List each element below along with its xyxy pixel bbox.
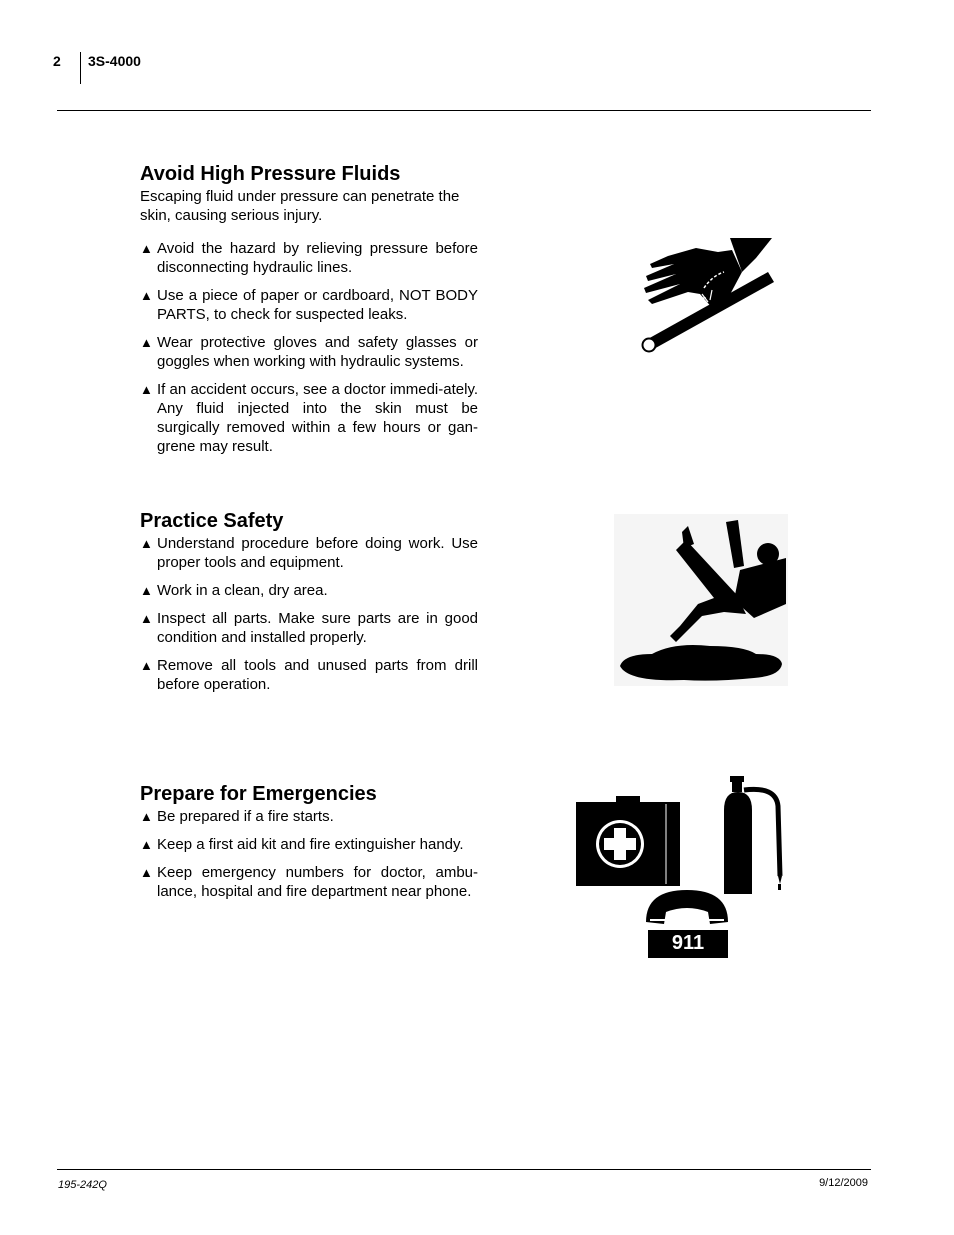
bullet-icon: ▲	[140, 583, 153, 598]
model-name: 3S-4000	[88, 53, 141, 69]
bullet-list	[140, 534, 478, 694]
list-item: ▲ If an accident occurs, see a doctor immedi-ately. Any fluid injected into the skin must be surgically removed within a few hours or gan-grene may result.	[140, 381, 478, 455]
header-rule	[57, 110, 871, 111]
section-title: Prepare for Emergencies	[140, 783, 377, 805]
bullet-icon: ▲	[140, 382, 153, 397]
section-prepare-emergencies	[140, 781, 478, 910]
list-item: ▲ Wear protective gloves and safety glasses or goggles when working with hydraulic systems.	[140, 334, 478, 370]
document-code: 195-242Q	[58, 1179, 107, 1191]
list-item: ▲ Inspect all parts. Make sure parts are in good condition and installed properly.	[140, 610, 478, 646]
footer-rule	[57, 1169, 871, 1170]
bullet-icon: ▲	[140, 658, 153, 673]
bullet-list	[140, 807, 478, 901]
slip-fall-hazard-icon	[614, 514, 788, 686]
bullet-icon: ▲	[140, 241, 153, 256]
fire-extinguisher-icon	[718, 776, 786, 896]
section-high-pressure-fluids	[140, 161, 478, 465]
bullet-icon: ▲	[140, 536, 153, 551]
first-aid-kit-icon	[574, 796, 682, 888]
bullet-icon: ▲	[140, 611, 153, 626]
section-practice-safety	[140, 508, 478, 703]
section-intro: Escaping fluid under pressure can penetrate the skin, causing serious injury.	[140, 188, 460, 224]
list-item: ▲ Understand procedure before doing work. Use proper tools and equipment.	[140, 535, 478, 571]
section-title: Practice Safety	[140, 510, 284, 532]
bullet-icon: ▲	[140, 837, 153, 852]
section-title: Avoid High Pressure Fluids	[140, 163, 401, 185]
bullet-icon: ▲	[140, 809, 153, 824]
list-item: ▲ Be prepared if a fire starts.	[140, 808, 334, 825]
bullet-icon: ▲	[140, 335, 153, 350]
bullet-icon: ▲	[140, 865, 153, 880]
header-separator	[80, 52, 81, 84]
list-item: ▲ Use a piece of paper or cardboard, NOT BODY PARTS, to check for suspected leaks.	[140, 287, 478, 323]
emergency-number-label: 911	[671, 932, 705, 954]
list-item: ▲ Keep a first aid kit and fire extinguisher handy.	[140, 836, 464, 853]
document-date: 9/12/2009	[819, 1177, 868, 1189]
high-pressure-hand-injury-icon	[638, 236, 780, 356]
bullet-icon: ▲	[140, 288, 153, 303]
page-number: 2	[53, 53, 61, 69]
list-item: ▲ Keep emergency numbers for doctor, ambu-lance, hospital and fire department near phone.	[140, 864, 478, 900]
list-item: ▲ Avoid the hazard by relieving pressure before disconnecting hydraulic lines.	[140, 240, 478, 276]
list-item: ▲ Work in a clean, dry area.	[140, 582, 328, 599]
bullet-list	[140, 239, 478, 456]
list-item: ▲ Remove all tools and unused parts from drill before operation.	[140, 657, 478, 693]
